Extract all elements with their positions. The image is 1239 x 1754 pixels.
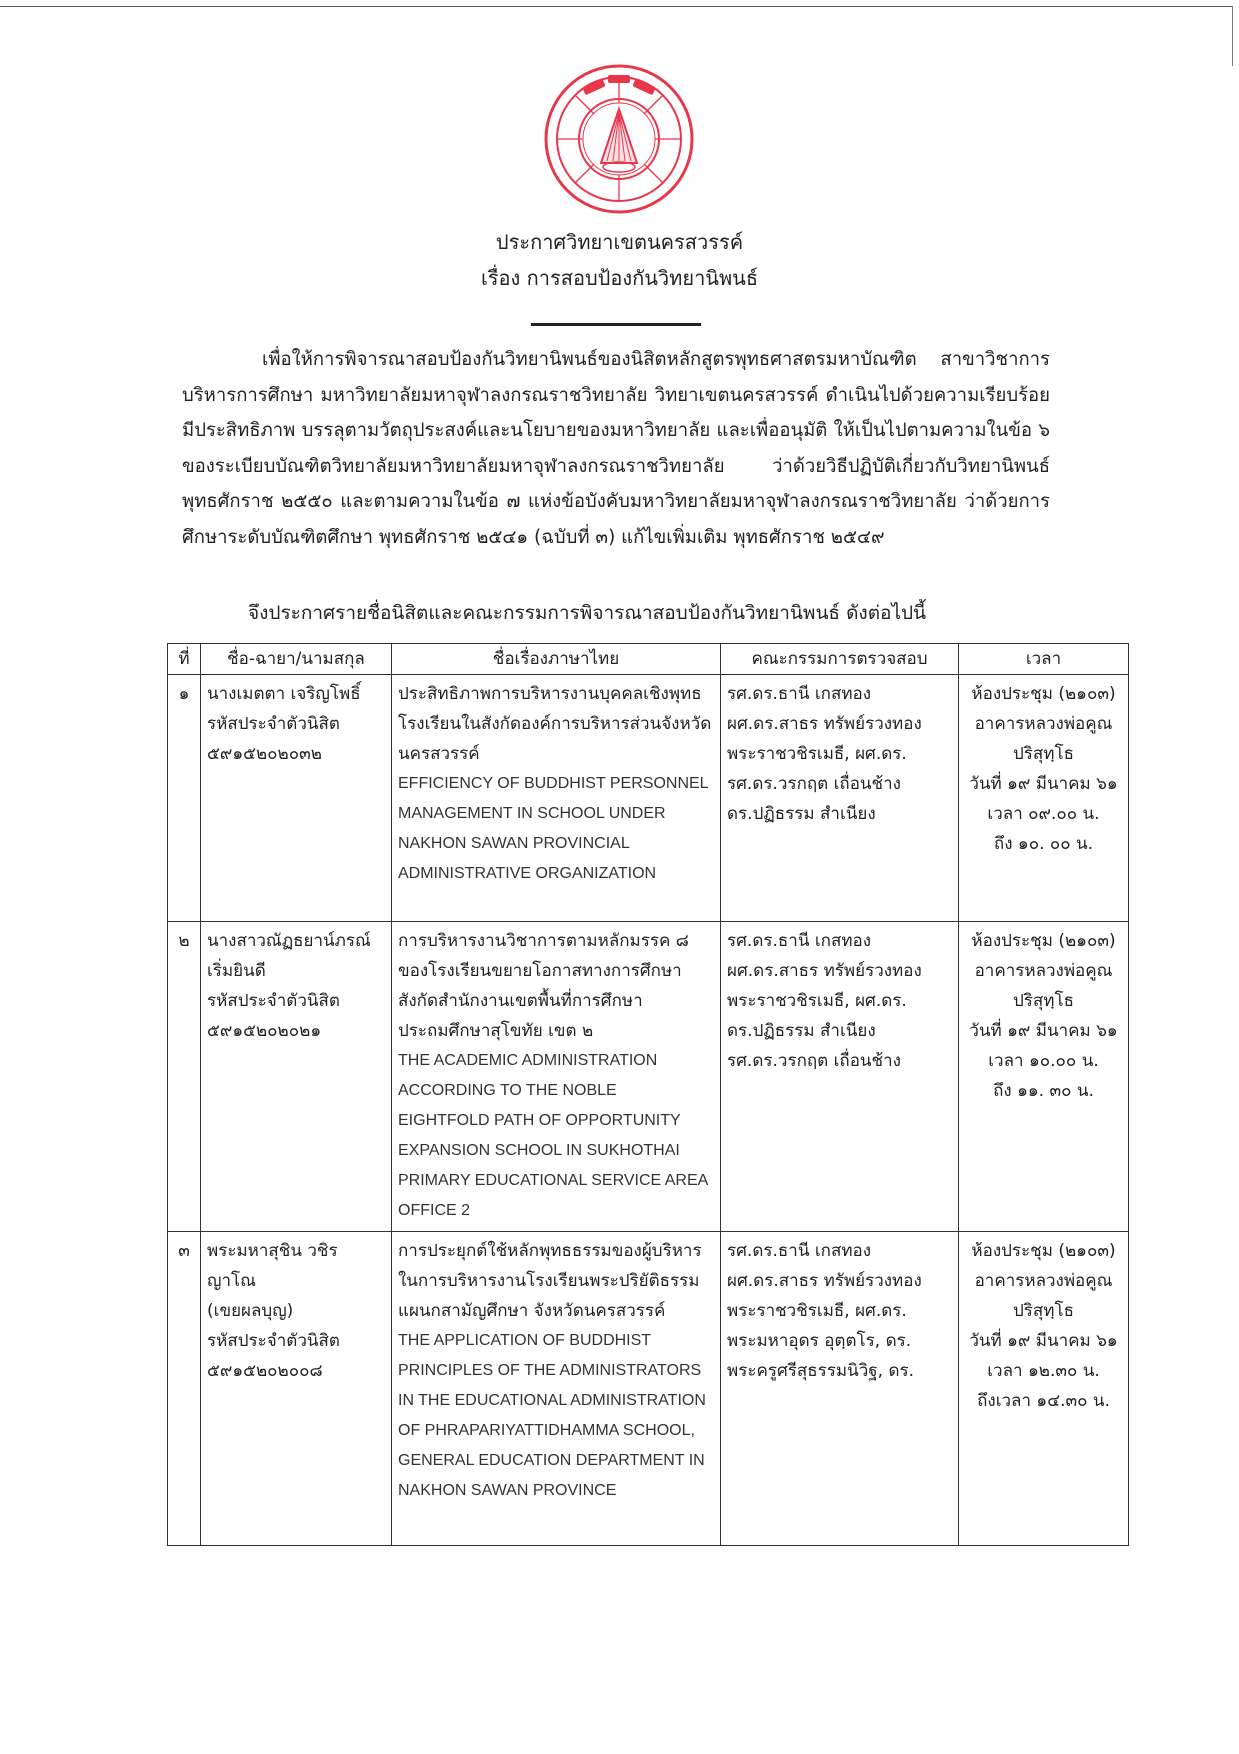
header-time: เวลา (959, 644, 1129, 675)
thesis-title-th-line: สังกัดสำนักงานเขตพื้นที่การศึกษา (398, 991, 643, 1011)
committee-member: พระครูศรีสุธรรมนิวิฐ, ดร. (727, 1361, 915, 1381)
thesis-title-cell (392, 675, 721, 922)
committee-member: รศ.ดร.ธานี เกสทอง (727, 931, 872, 951)
thesis-title-th-line: ในการบริหารงานโรงเรียนพระปริยัติธรรม (398, 1271, 700, 1291)
committee-member: ดร.ปฏิธรรม สำเนียง (727, 1021, 876, 1041)
thesis-title-cell (392, 1232, 721, 1546)
scan-border-right (1232, 6, 1233, 66)
thesis-title-en-line: IN THE EDUCATIONAL ADMINISTRATION (398, 1392, 706, 1409)
table-row (168, 922, 1129, 1232)
thesis-title-en-line: THE APPLICATION OF BUDDHIST (398, 1332, 652, 1349)
time-detail-line: ปริสุทฺโธ (1012, 991, 1074, 1011)
thesis-title-en-line: NAKHON SAWAN PROVINCIAL (398, 835, 630, 852)
table-row (168, 675, 1129, 922)
university-seal-logo (543, 63, 695, 215)
thesis-title-cell (392, 922, 721, 1232)
committee-member: ผศ.ดร.สาธร ทรัพย์รวงทอง (727, 1271, 922, 1291)
committee-member: พระมหาอุดร อุตฺตโร, ดร. (727, 1331, 912, 1351)
time-detail-line: อาคารหลวงพ่อคูณ (974, 961, 1113, 981)
thesis-title-en-line: OF PHRAPARIYATTIDHAMMA SCHOOL, (398, 1422, 695, 1439)
thesis-title-th-line: แผนกสามัญศึกษา จังหวัดนครสวรรค์ (398, 1301, 666, 1321)
thesis-title-en-line: THE ACADEMIC ADMINISTRATION (398, 1052, 658, 1069)
row-number: ๒ (168, 922, 201, 1232)
row-number: ๓ (168, 1232, 201, 1546)
committee-member: รศ.ดร.ธานี เกสทอง (727, 684, 872, 704)
thesis-title-th-line: โรงเรียนในสังกัดองค์การบริหารส่วนจังหวัด (398, 714, 712, 734)
thesis-title-en-line: PRINCIPLES OF THE ADMINISTRATORS (398, 1362, 702, 1379)
thesis-title-th-line: ประสิทธิภาพการบริหารงานบุคคลเชิงพุทธ (398, 684, 702, 704)
student-name-line: รหัสประจำตัวนิสิต (207, 991, 340, 1011)
time-cell (959, 922, 1129, 1232)
thesis-title-th-line: การบริหารงานวิชาการตามหลักมรรค ๘ (398, 931, 689, 951)
scan-border-top (0, 6, 1232, 7)
time-cell (959, 675, 1129, 922)
student-name-cell (201, 675, 392, 922)
committee-member: ผศ.ดร.สาธร ทรัพย์รวงทอง (727, 714, 922, 734)
student-name-line: รหัสประจำตัวนิสิต (207, 1331, 340, 1351)
student-name-line: เริ่มยินดี (207, 961, 266, 981)
student-name-line: นางสาวณัฏธยาน์ภรณ์ (207, 931, 371, 951)
thesis-title-en-line: MANAGEMENT IN SCHOOL UNDER (398, 805, 666, 822)
table-row (168, 1232, 1129, 1546)
announce-line: จึงประกาศรายชื่อนิสิตและคณะกรรมการพิจารณาสอบป้องกันวิทยานิพนธ์ ดังต่อไปนี้ (248, 602, 927, 624)
thesis-title-en-line: EIGHTFOLD PATH OF OPPORTUNITY (398, 1112, 681, 1129)
thesis-title-en-line: NAKHON SAWAN PROVINCE (398, 1482, 617, 1499)
committee-member: รศ.ดร.วรกฤต เถื่อนช้าง (727, 1051, 901, 1071)
time-detail-line: ห้องประชุม (๒๑๐๓) (971, 684, 1116, 704)
thesis-title-en-line: EXPANSION SCHOOL IN SUKHOTHAI (398, 1142, 680, 1159)
title-divider (531, 323, 701, 326)
thesis-title-th-line: ประถมศึกษาสุโขทัย เขต ๒ (398, 1021, 594, 1041)
thesis-title-th-line: นครสวรรค์ (398, 744, 480, 764)
student-name-line: รหัสประจำตัวนิสิต (207, 714, 340, 734)
student-name-line: (เขยผลบุญ) (207, 1301, 294, 1321)
time-detail-line: ถึงเวลา ๑๔.๓๐ น. (977, 1391, 1110, 1411)
time-cell (959, 1232, 1129, 1546)
committee-member: พระราชวชิรเมธี, ผศ.ดร. (727, 1301, 907, 1321)
body-paragraph-text: เพื่อให้การพิจารณาสอบป้องกันวิทยานิพนธ์ของนิสิตหลักสูตรพุทธศาสตรมหาบัณฑิต สาขาวิชาการบริหารการศึกษา มหาวิทยาลัยมหาจุฬาลงกรณราชวิทยาลัย วิทยาเขตนครสวรรค์ ดำเนินไปด้วยความเรียบร้อย มีประสิทธิภาพ บรรลุตามวัตถุประสงค์และนโยบายของมหาวิทยาลัย และเพื่ออนุมัติ ให้เป็นไปตามความในข้อ ๖ ของระเบียบบัณฑิตวิทยาลัยมหาวิทยาลัยมหาจุฬาลงกรณราชวิทยาลัย ว่าด้วยวิธีปฏิบัติเกี่ยวกับวิทยานิพนธ์ พุทธศักราช ๒๕๕๐ และตามความในข้อ ๗ แห่งข้อบังคับมหาวิทยาลัยมหาจุฬาลงกรณราชวิทยาลัย ว่าด้วยการศึกษาระดับบัณฑิตศึกษา พุทธศักราช ๒๕๔๑ (ฉบับที่ ๓) แก้ไขเพิ่มเติม พุทธศักราช ๒๕๔๙ (182, 349, 1050, 548)
announcement-title: ประกาศวิทยาเขตนครสวรรค์ (495, 230, 744, 254)
header-name: ชื่อ-ฉายา/นามสกุล (201, 644, 392, 675)
committee-member: ดร.ปฏิธรรม สำเนียง (727, 804, 876, 824)
header-no: ที่ (168, 644, 201, 675)
student-name-line: ๕๙๑๕๒๐๒๐๓๒ (207, 744, 322, 764)
header-thesis-title: ชื่อเรื่องภาษาไทย (392, 644, 721, 675)
time-detail-line: วันที่ ๑๙ มีนาคม ๖๑ (969, 774, 1118, 794)
committee-member: รศ.ดร.วรกฤต เถื่อนช้าง (727, 774, 901, 794)
row-number: ๑ (168, 675, 201, 922)
thesis-title-en-line: EFFICIENCY OF BUDDHIST PERSONNEL (398, 775, 709, 792)
time-detail-line: อาคารหลวงพ่อคูณ (974, 714, 1113, 734)
student-name-line: ๕๙๑๕๒๐๒๐๒๑ (207, 1021, 322, 1041)
time-detail-line: เวลา ๑๐.๐๐ น. (988, 1051, 1099, 1071)
thesis-title-en-line: ADMINISTRATIVE ORGANIZATION (398, 865, 657, 882)
student-name-line: พระมหาสุชิน วชิรญาโณ (207, 1241, 338, 1291)
committee-member: ผศ.ดร.สาธร ทรัพย์รวงทอง (727, 961, 922, 981)
committee-cell (721, 675, 959, 922)
thesis-title-en-line: PRIMARY EDUCATIONAL SERVICE AREA (398, 1172, 709, 1189)
committee-member: พระราชวชิรเมธี, ผศ.ดร. (727, 991, 907, 1011)
table-header-row (168, 644, 1129, 675)
student-name-line: ๕๙๑๕๒๐๒๐๐๘ (207, 1361, 323, 1381)
time-detail-line: วันที่ ๑๙ มีนาคม ๖๑ (969, 1331, 1118, 1351)
time-detail-line: ปริสุทฺโธ (1012, 1301, 1074, 1321)
student-name-cell (201, 1232, 392, 1546)
time-detail-line: ถึง ๑๐. ๐๐ น. (993, 834, 1094, 854)
time-detail-line: เวลา ๑๒.๓๐ น. (987, 1361, 1100, 1381)
defense-schedule-table (167, 643, 1129, 1546)
time-detail-line: ปริสุทฺโธ (1012, 744, 1074, 764)
time-detail-line: วันที่ ๑๙ มีนาคม ๖๑ (969, 1021, 1118, 1041)
committee-cell (721, 922, 959, 1232)
committee-cell (721, 1232, 959, 1546)
thesis-title-th-line: ของโรงเรียนขยายโอกาสทางการศึกษา (398, 961, 682, 981)
thesis-title-en-line: GENERAL EDUCATION DEPARTMENT IN (398, 1452, 705, 1469)
time-detail-line: อาคารหลวงพ่อคูณ (974, 1271, 1113, 1291)
thesis-title-en-line: OFFICE 2 (398, 1202, 471, 1219)
body-paragraph (182, 342, 1050, 555)
student-name-cell (201, 922, 392, 1232)
student-name-line: นางเมตตา เจริญโพธิ์ (207, 684, 361, 704)
committee-member: พระราชวชิรเมธี, ผศ.ดร. (727, 744, 907, 764)
time-detail-line: เวลา ๐๙.๐๐ น. (987, 804, 1100, 824)
time-detail-line: ถึง ๑๑. ๓๐ น. (993, 1081, 1094, 1101)
header-committee: คณะกรรมการตรวจสอบ (721, 644, 959, 675)
time-detail-line: ห้องประชุม (๒๑๐๓) (971, 931, 1116, 951)
thesis-title-th-line: การประยุกต์ใช้หลักพุทธธรรมของผู้บริหาร (398, 1241, 702, 1261)
time-detail-line: ห้องประชุม (๒๑๐๓) (971, 1241, 1116, 1261)
thesis-title-en-line: ACCORDING TO THE NOBLE (398, 1082, 617, 1099)
announcement-subject: เรื่อง การสอบป้องกันวิทยานิพนธ์ (480, 266, 759, 290)
committee-member: รศ.ดร.ธานี เกสทอง (727, 1241, 872, 1261)
